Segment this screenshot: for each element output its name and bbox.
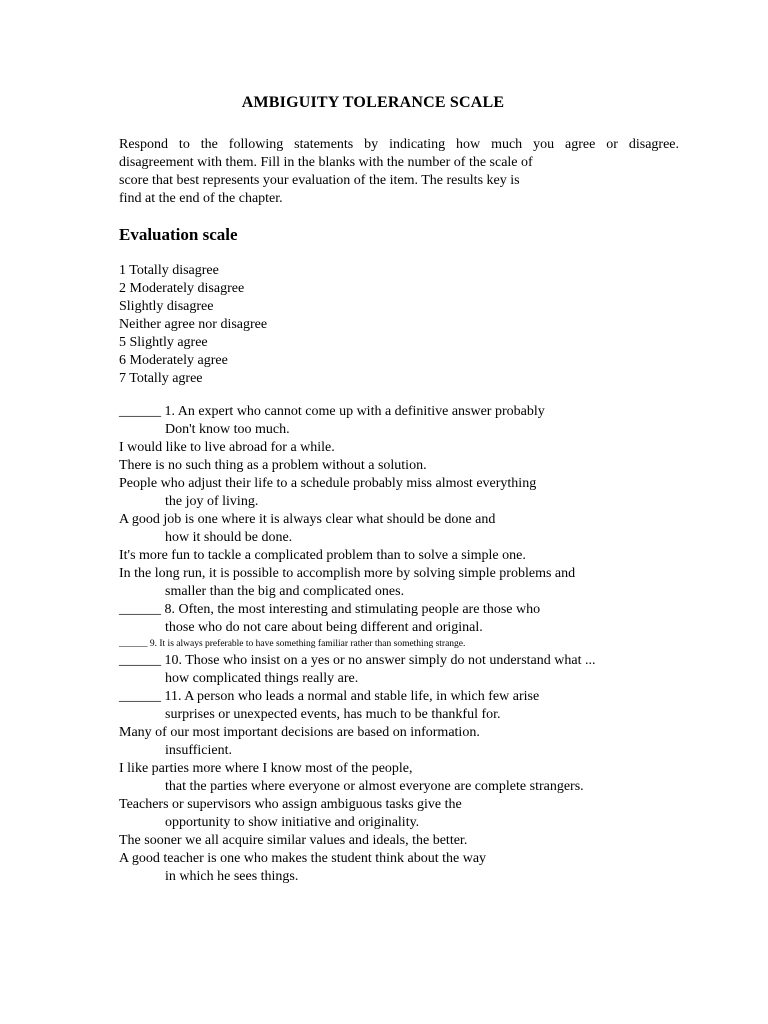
statement-line: ______ 1. An expert who cannot come up with a definitive answer probably <box>119 404 545 419</box>
statement-line: The sooner we all acquire similar values and ideals, the better. <box>119 833 468 848</box>
statement-line: smaller than the big and complicated ones. <box>165 584 405 599</box>
scale-item: 5 Slightly agree <box>119 335 208 350</box>
intro-line: find at the end of the chapter. <box>119 191 283 206</box>
intro-paragraph <box>119 136 679 208</box>
statement-line: A good teacher is one who makes the student think about the way <box>119 851 487 866</box>
statement-line: how it should be done. <box>165 530 293 545</box>
statement-line: A good job is one where it is always clear what should be done and <box>119 512 496 527</box>
scale-item: Slightly disagree <box>119 299 214 314</box>
scale-item: 2 Moderately disagree <box>119 281 245 296</box>
statement-line: insufficient. <box>165 743 233 758</box>
statement-line: the joy of living. <box>165 494 259 509</box>
statement-line: how complicated things really are. <box>165 671 359 686</box>
scale-item: 1 Totally disagree <box>119 263 219 278</box>
intro-line: Respond to the following statements by indicating how much you agree or disagree. <box>119 137 679 152</box>
statement-line: I like parties more where I know most of the people, <box>119 761 413 776</box>
statement-line: those who do not care about being different and original. <box>165 620 483 635</box>
statement-line: Don't know too much. <box>165 422 290 437</box>
page-title: AMBIGUITY TOLERANCE SCALE <box>241 94 505 111</box>
statement-line: It's more fun to tackle a complicated problem than to solve a simple one. <box>119 548 526 563</box>
statement-line: People who adjust their life to a schedule probably miss almost everything <box>119 476 537 491</box>
statement-line: surprises or unexpected events, has much to be thankful for. <box>165 707 501 722</box>
statement-line: ______ 11. A person who leads a normal and stable life, in which few arise <box>119 689 540 704</box>
intro-line: disagreement with them. Fill in the blanks with the number of the scale of <box>119 155 533 170</box>
scale-item: Neither agree nor disagree <box>119 317 268 332</box>
statement-line: ______ 9. It is always preferable to have something familiar rather than something strange. <box>119 639 466 649</box>
statement-line: I would like to live abroad for a while. <box>119 440 335 455</box>
statement-line: ______ 10. Those who insist on a yes or no answer simply do not understand what ... <box>119 653 596 668</box>
scale-item: 7 Totally agree <box>119 371 203 386</box>
statement-line: in which he sees things. <box>165 869 299 884</box>
statement-line: ______ 8. Often, the most interesting and stimulating people are those who <box>119 602 541 617</box>
statement-line: opportunity to show initiative and originality. <box>165 815 420 830</box>
statement-list <box>119 403 719 886</box>
statement-line: that the parties where everyone or almost everyone are complete strangers. <box>165 779 584 794</box>
section-heading: Evaluation scale <box>119 225 238 244</box>
statement-line: Many of our most important decisions are based on information. <box>119 725 480 740</box>
scale-item: 6 Moderately agree <box>119 353 228 368</box>
evaluation-scale-list <box>119 262 519 388</box>
statement-line: Teachers or supervisors who assign ambiguous tasks give the <box>119 797 462 812</box>
statement-line: In the long run, it is possible to accomplish more by solving simple problems and <box>119 566 576 581</box>
statement-line: There is no such thing as a problem without a solution. <box>119 458 427 473</box>
intro-line: score that best represents your evaluation of the item. The results key is <box>119 173 520 188</box>
